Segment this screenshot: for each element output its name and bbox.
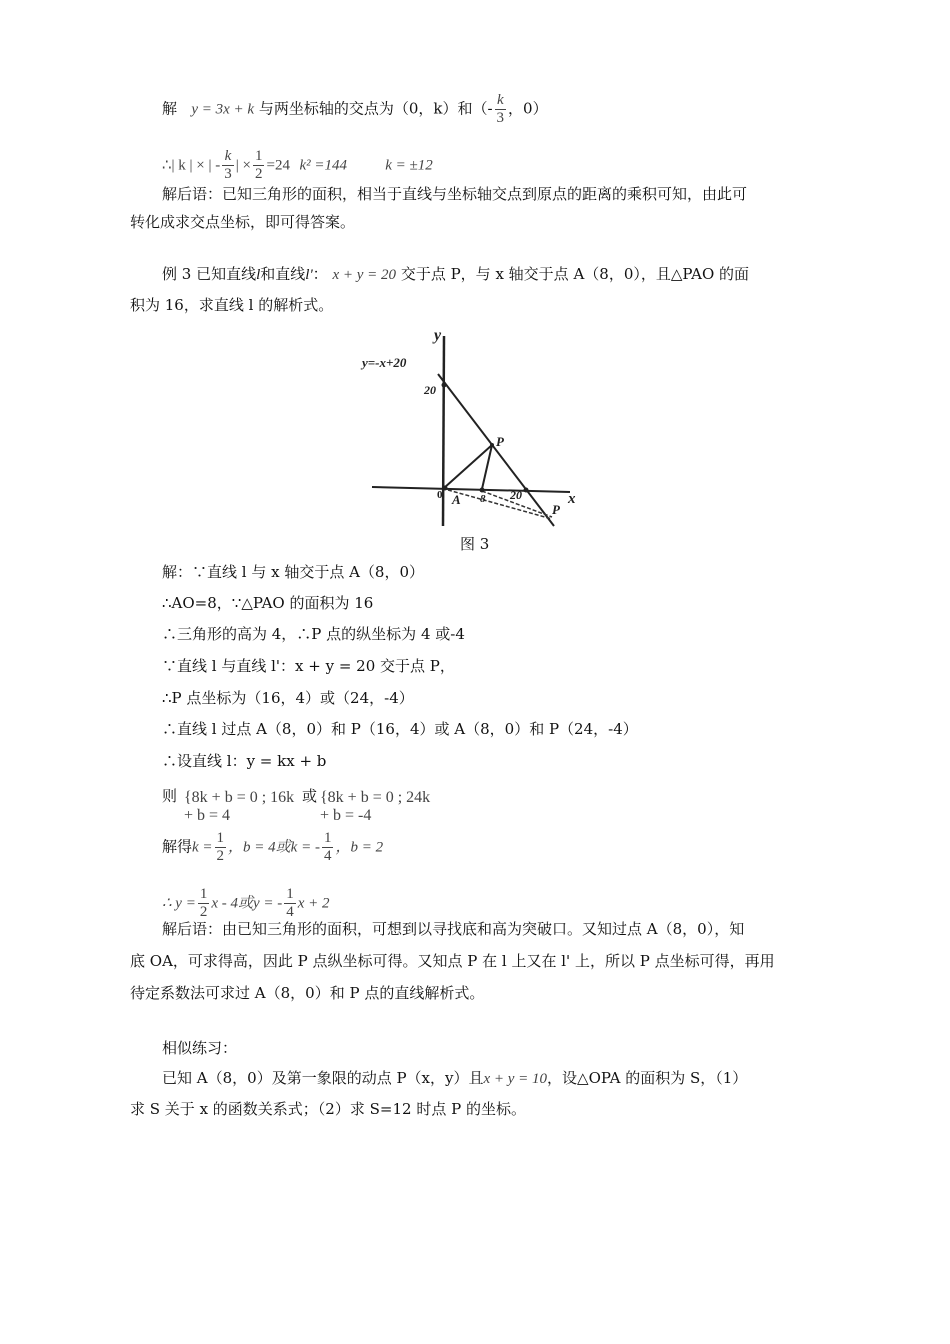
label-y-axis: y xyxy=(434,327,442,344)
remark-2-line-b: 底 OA，可求得高，因此 P 点纵坐标可得。又知点 P 在 l 上又在 l' 上，所以 P 点坐标可得，再用 xyxy=(130,952,775,970)
label-x-tick-20: 20 xyxy=(510,488,522,502)
label-x-axis: x xyxy=(568,491,576,507)
solution-line-2 xyxy=(162,148,433,183)
numerator: k xyxy=(224,148,232,164)
point-a xyxy=(480,488,485,493)
text: 已知 A（8，0）及第一象限的动点 P（x，y）且 xyxy=(162,1069,484,1087)
result-line xyxy=(162,886,330,921)
formula: y = 3x + k xyxy=(191,101,255,118)
denominator: 4 xyxy=(286,904,294,920)
text: 交于点 P，与 x 轴交于点 A（8，0），且△PAO 的面 xyxy=(400,265,750,283)
denominator: 4 xyxy=(323,848,332,864)
y-axis xyxy=(443,336,444,526)
numerator: 1 xyxy=(286,886,294,902)
solved-line xyxy=(162,830,383,865)
system-line xyxy=(162,786,177,806)
practice-title: 相似练习： xyxy=(162,1039,238,1057)
solution-step-6: ∴直线 l 过点 A（8，0）和 P（16，4）或 A（8，0）和 P（24，-4） xyxy=(162,720,638,738)
formula: ，b = 4或k = - xyxy=(228,839,320,856)
formula: x + 2 xyxy=(297,895,330,912)
solution-step-7: ∴设直线 l：y = kx + b xyxy=(162,752,327,770)
denominator: 2 xyxy=(199,904,208,920)
denominator: 3 xyxy=(224,166,232,182)
practice-line-b: 求 S 关于 x 的函数关系式；（2）求 S=12 时点 P 的坐标。 xyxy=(130,1100,526,1118)
denominator: 2 xyxy=(216,848,225,864)
text: 解 xyxy=(162,99,178,118)
text: 和直线 xyxy=(260,265,306,283)
formula: ，b = 2 xyxy=(335,839,384,856)
remark-1-line-b: 转化成求交点坐标，即可得答案。 xyxy=(130,213,356,231)
var-l-prime: l' xyxy=(305,267,313,283)
fraction xyxy=(253,148,265,183)
system-1: {8k + b = 0 ; 16k + b = 4 xyxy=(184,789,295,824)
example-3-line-a xyxy=(162,264,749,285)
solution-step-2: ∴AO=8，∵△PAO 的面积为 16 xyxy=(162,594,374,612)
solution-step-1: 解：∵直线 l 与 x 轴交于点 A（8，0） xyxy=(162,563,425,581)
text: 解得 xyxy=(162,837,193,856)
text: ，0） xyxy=(508,99,548,118)
text: ，设△OPA 的面积为 S，（1） xyxy=(547,1069,748,1087)
point-origin xyxy=(443,486,448,491)
remark-2-line-c: 待定系数法可求过 A（8，0）和 P 点的直线解析式。 xyxy=(130,984,485,1002)
example-3-line-b: 积为 16，求直线 l 的解析式。 xyxy=(130,296,334,314)
fraction xyxy=(215,830,227,865)
fraction xyxy=(198,886,210,921)
fraction xyxy=(222,148,234,183)
formula: k = ±12 xyxy=(385,157,433,174)
denominator: 2 xyxy=(254,166,263,182)
label-line-equation: y=-x+20 xyxy=(362,355,407,370)
formula: x + y = 10 xyxy=(483,1071,548,1087)
formula: x + y = 20 xyxy=(332,267,397,283)
point-20-x xyxy=(524,488,529,493)
text: ： xyxy=(312,265,328,283)
remark-1-line-a: 解后语：已知三角形的面积，相当于直线与坐标轴交点到原点的距离的乘积可知，由此可 xyxy=(162,185,748,203)
solution-step-4: ∵直线 l 与直线 l'：x + y = 20 交于点 P， xyxy=(162,657,455,675)
formula: k = xyxy=(192,839,213,856)
system-2-clipped xyxy=(320,789,440,824)
figure-3-graph xyxy=(362,324,584,530)
system-or: 或 xyxy=(302,787,318,805)
system-1-clipped xyxy=(184,789,304,824)
system-2: {8k + b = 0 ; 24k + b = -4 xyxy=(320,789,431,824)
numerator: 1 xyxy=(199,886,208,902)
point-20-y xyxy=(442,383,447,388)
label-origin: 0 xyxy=(437,489,443,501)
var-l: l xyxy=(256,267,261,283)
text: 与两坐标轴的交点为（0，k）和（- xyxy=(258,99,493,118)
numerator: k xyxy=(496,92,504,108)
label-point-a: A xyxy=(452,492,461,507)
numerator: 1 xyxy=(254,148,263,164)
label-x-tick-8: 8 xyxy=(480,493,486,505)
remark-2-line-a: 解后语：由已知三角形的面积，可想到以寻找底和高为突破口。又知过点 A（8，0），知 xyxy=(162,920,745,938)
solution-step-5: ∴P 点坐标为（16，4）或（24，-4） xyxy=(162,689,414,707)
fraction xyxy=(322,830,334,865)
point-p-upper xyxy=(490,443,494,447)
fraction xyxy=(495,92,507,127)
label-y-tick-20: 20 xyxy=(424,383,436,397)
fraction xyxy=(284,886,296,921)
label-point-p-lower: P xyxy=(552,502,560,517)
segment-o-p xyxy=(444,445,492,488)
text: 例 3 已知直线 xyxy=(162,265,257,283)
formula: x - 4或y = - xyxy=(211,895,283,912)
numerator: 1 xyxy=(323,830,332,846)
figure-caption: 图 3 xyxy=(460,535,490,553)
denominator: 3 xyxy=(496,110,505,126)
formula: =24 xyxy=(266,157,290,174)
numerator: 1 xyxy=(216,830,225,846)
x-axis xyxy=(372,487,570,492)
formula: ∴ y = xyxy=(162,895,196,912)
text: 则 xyxy=(162,787,178,805)
solution-step-3: ∴三角形的高为 4，∴P 点的纵坐标为 4 或-4 xyxy=(162,625,465,643)
label-point-p-upper: P xyxy=(496,434,504,449)
practice-line-a xyxy=(162,1068,747,1089)
solution-line-1 xyxy=(162,92,548,127)
formula: | × xyxy=(235,157,251,174)
formula: ∴| k | × | - xyxy=(162,157,221,174)
formula: k² =144 xyxy=(299,157,348,174)
